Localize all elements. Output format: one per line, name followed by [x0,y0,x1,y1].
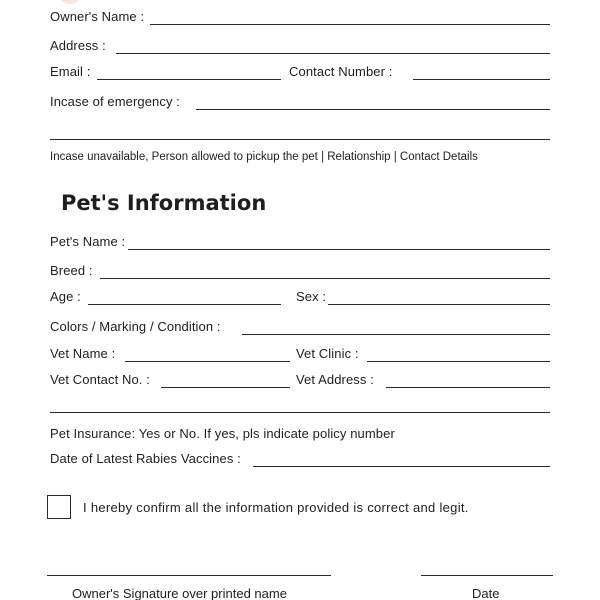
emergency-field-continued[interactable] [50,139,550,140]
vet-clinic-label: Vet Clinic : [296,346,359,361]
contact-number-field[interactable] [413,79,550,80]
vet-name-label: Vet Name : [50,346,116,361]
pickup-note: Incase unavailable, Person allowed to pickup the pet | Relationship | Contact Details [50,151,478,163]
owner-signature-line[interactable] [47,575,331,576]
owner-signature-label: Owner's Signature over printed name [72,586,287,600]
address-label: Address : [50,38,106,53]
sex-field[interactable] [328,304,550,305]
rabies-label: Date of Latest Rabies Vaccines : [50,451,241,466]
rabies-date-field[interactable] [253,466,550,467]
vet-address-label: Vet Address : [296,372,374,387]
address-field[interactable] [116,53,550,54]
owner-name-field[interactable] [150,24,550,25]
confirmation-text: I hereby confirm all the information provided is correct and legit. [83,500,469,515]
emergency-field[interactable] [196,109,550,110]
confirmation-checkbox[interactable] [47,495,71,519]
breed-label: Breed : [50,263,93,278]
vet-clinic-field[interactable] [367,361,550,362]
pet-name-field[interactable] [128,249,550,250]
logo-fragment [59,0,81,4]
breed-field[interactable] [100,278,550,279]
owner-name-label: Owner's Name : [50,9,145,24]
vet-address-field[interactable] [386,387,550,388]
vet-contact-field[interactable] [161,387,290,388]
email-label: Email : [50,64,91,79]
pet-name-label: Pet's Name : [50,234,126,249]
date-signature-line[interactable] [421,575,553,576]
age-label: Age : [50,289,81,304]
vet-name-field[interactable] [125,361,290,362]
email-field[interactable] [97,79,281,80]
vet-address-field-continued[interactable] [50,412,550,413]
section-heading-pet-information: Pet's Information [61,191,267,215]
vet-contact-label: Vet Contact No. : [50,372,150,387]
age-field[interactable] [88,304,281,305]
contact-number-label: Contact Number : [289,64,393,79]
sex-label: Sex : [296,289,327,304]
date-label: Date [472,586,500,600]
insurance-text: Pet Insurance: Yes or No. If yes, pls indicate policy number [50,426,395,441]
colors-field[interactable] [242,334,550,335]
emergency-label: Incase of emergency : [50,94,180,109]
colors-label: Colors / Marking / Condition : [50,319,221,334]
